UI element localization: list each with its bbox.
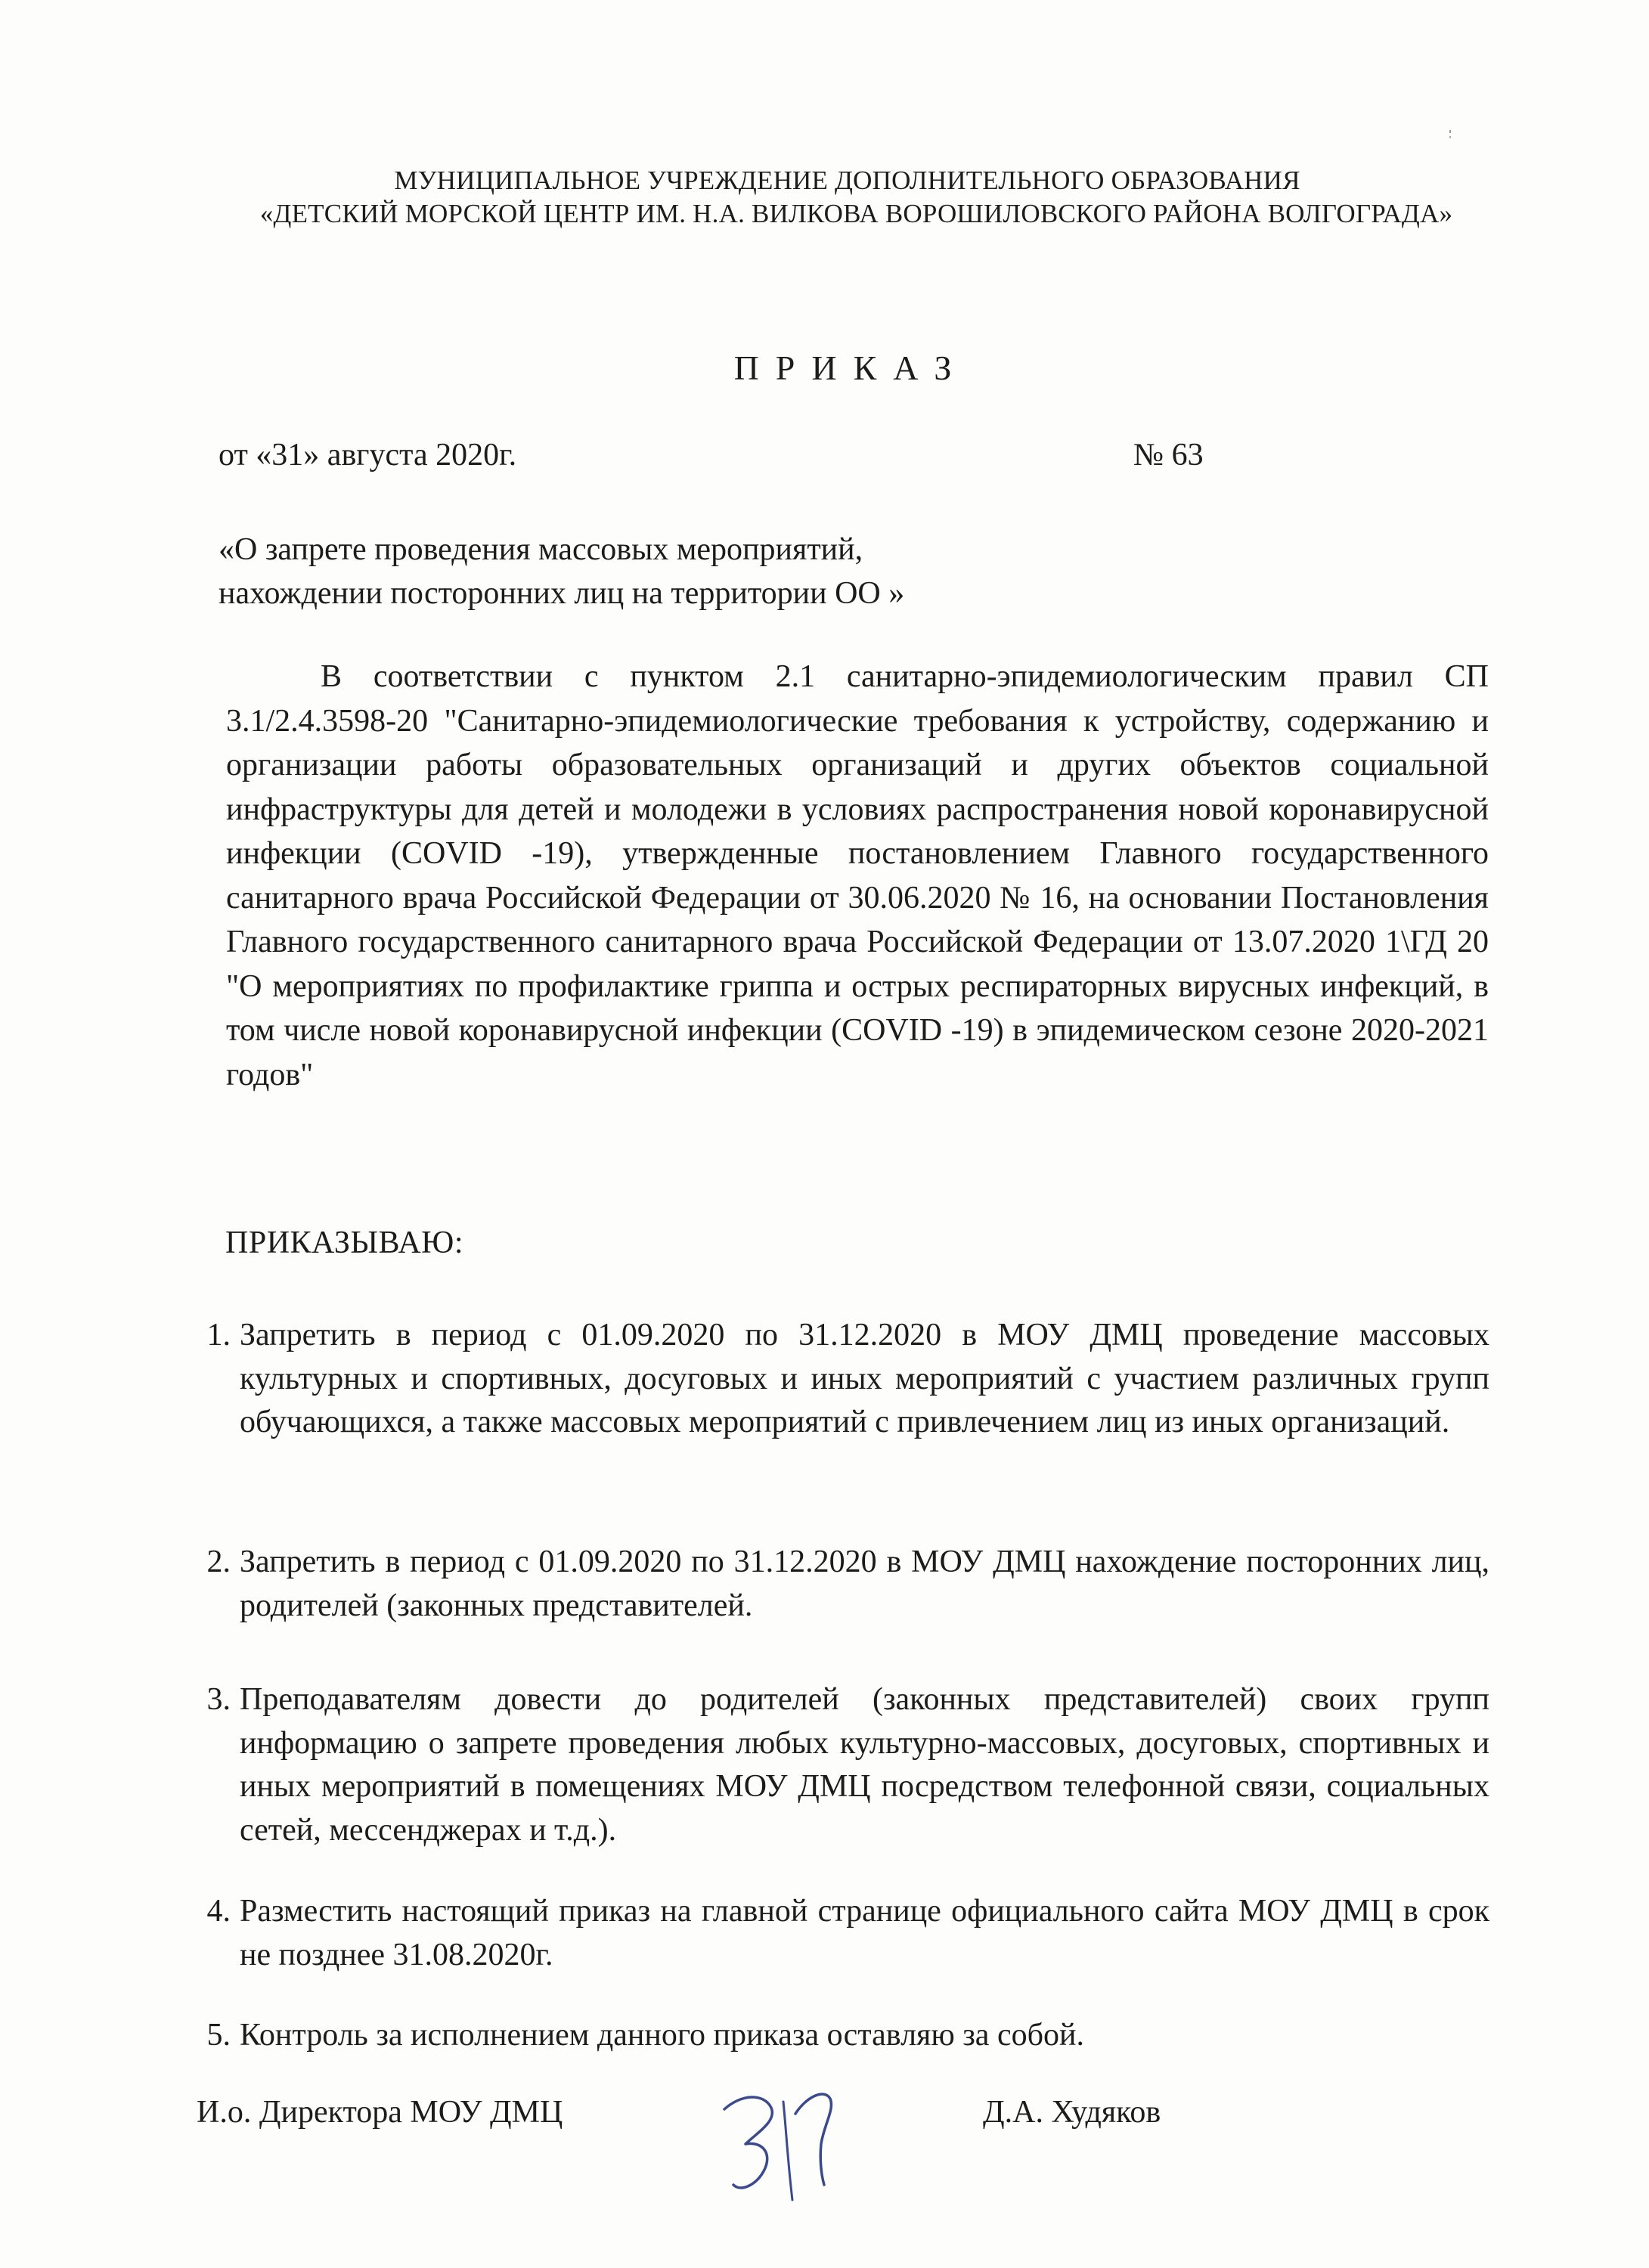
signature-stroke [795, 2094, 831, 2185]
document-title: ПРИКАЗ [733, 349, 969, 387]
order-item-text: Контроль за исполнением данного приказа оставляю за собой. [240, 2018, 1084, 2053]
order-directive-heading: ПРИКАЗЫВАЮ: [225, 1225, 464, 1260]
order-subject [219, 528, 1428, 615]
order-item-number: 4. [206, 1894, 231, 1929]
scan-speck [1448, 130, 1452, 142]
order-item-number: 2. [206, 1545, 231, 1579]
order-subject-line-1: «О запрете проведения массовых мероприятий, [219, 532, 863, 567]
organization-name-line-2: «ДЕТСКИЙ МОРСКОЙ ЦЕНТР ИМ. Н.А. ВИЛКОВА ВОРОШИЛОВСКОГО РАЙОНА ВОЛГОГРАДА» [259, 199, 1453, 228]
order-date: от «31» августа 2020г. [219, 438, 517, 472]
signature-stroke [783, 2102, 792, 2200]
order-item-number: 3. [206, 1682, 231, 1717]
order-item-text: Преподавателям довести до родителей (законных представителей) своих групп информацию о запрете проведения любых культурно-массовых, досуговых, спортивных и иных мероприятий в помещениях МОУ ДМЦ посредством телефонной связи, социальных сетей, мессенджерах и т.д.). [240, 1682, 1489, 1848]
order-item-number: 5. [206, 2018, 231, 2053]
order-item-text: Запретить в период с 01.09.2020 по 31.12.2020 в МОУ ДМЦ проведение массовых культурных и спортивных, досуговых и иных мероприятий с участием различных групп обучающихся, а также массовых мероприятий с привлечением лиц из иных организаций. [240, 1318, 1489, 1439]
order-number: № 63 [1133, 438, 1204, 472]
order-item-text: Разместить настоящий приказ на главной странице официального сайта МОУ ДМЦ в срок не позднее 31.08.2020г. [240, 1894, 1489, 1972]
signature-stroke [724, 2097, 772, 2188]
organization-name-line-1: МУНИЦИПАЛЬНОЕ УЧРЕЖДЕНИЕ ДОПОЛНИТЕЛЬНОГО ОБРАЗОВАНИЯ [394, 166, 1300, 195]
signer-name: Д.А. Худяков [983, 2095, 1161, 2130]
order-subject-line-2: нахождении посторонних лиц на территории ОО » [219, 576, 905, 611]
signer-position: И.о. Директора МОУ ДМЦ [197, 2095, 563, 2130]
preamble-paragraph: В соответствии с пунктом 2.1 санитарно-эпидемиологическим правил СП 3.1/2.4.3598-20 "Санитарно-эпидемиологические требования к устройству, содержанию и организации работы образовательных организаций и других объектов социальной инфраструктуры для детей и молодежи в условиях распространения новой коронавирусной инфекции (COVID -19), утвержденные постановлением Главного государственного санитарного врача Российской Федерации от 30.06.2020 № 16, на основании Постановления Главного государственного санитарного врача Российской Федерации от 13.07.2020 1\ГД 20 "О мероприятиях по профилактике гриппа и острых респираторных вирусных инфекций, в том числе новой коронавирусной инфекции (COVID -19) в эпидемическом сезоне 2020-2021 годов" [226, 659, 1489, 1092]
order-item-text: Запретить в период с 01.09.2020 по 31.12.2020 в МОУ ДМЦ нахождение посторонних лиц, родителей (законных представителей. [240, 1545, 1489, 1623]
handwritten-signature [711, 2071, 862, 2208]
order-item-number: 1. [206, 1318, 231, 1352]
